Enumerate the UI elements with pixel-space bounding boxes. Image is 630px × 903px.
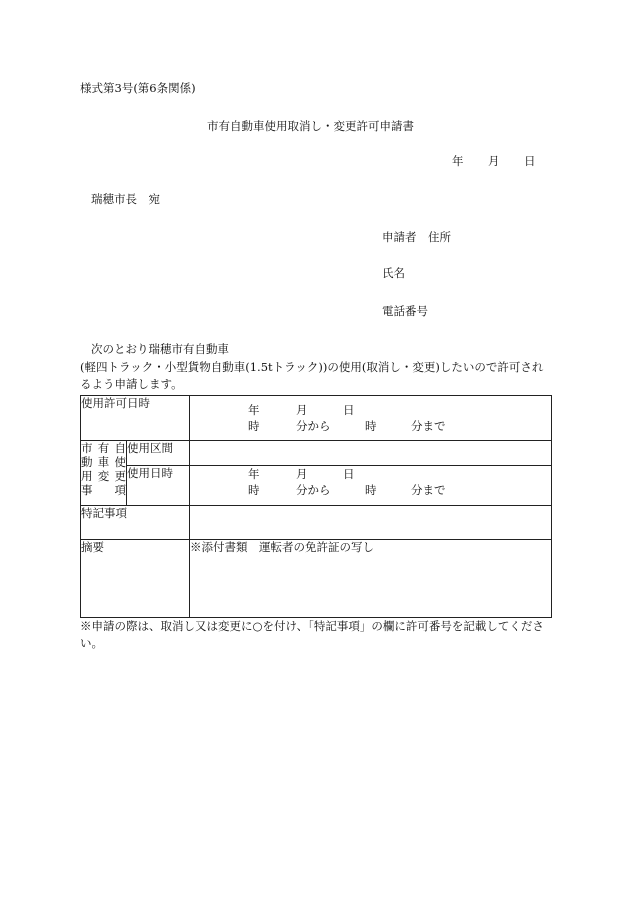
category-label: 市有自動車使用変更事項 [81, 441, 127, 506]
footnote: ※申請の際は、取消し又は変更に○を付け、「特記事項」の欄に許可番号を記載してください。 [80, 619, 544, 650]
document-title: 市有自動車使用取消し・変更許可申請書 [207, 119, 414, 133]
applicant-name-label: 氏名 [382, 266, 405, 280]
summary-label: 摘要 [81, 540, 190, 618]
date-day: 日 [524, 154, 536, 168]
special-label: 特記事項 [81, 506, 190, 540]
permit-month: 月 [296, 403, 308, 417]
permit-datetime-value [190, 396, 552, 441]
applicant-phone-label: 電話番号 [382, 304, 428, 318]
use-min-from: 分から [296, 483, 331, 497]
summary-value: ※添付書類 運転者の免許証の写し [190, 540, 552, 618]
use-year: 年 [248, 467, 260, 481]
applicant-label: 申請者 [382, 230, 417, 244]
summary-row [81, 540, 552, 618]
permit-year: 年 [248, 403, 260, 417]
special-value [190, 506, 552, 540]
body-line-1: 次のとおり瑞穂市有自動車 [91, 342, 229, 356]
applicant-address-label: 住所 [428, 230, 451, 244]
use-min-until: 分まで [411, 483, 446, 497]
use-datetime-row [81, 466, 552, 506]
body-line-2: (軽四トラック・小型貨物自動車(1.5tトラック))の使用(取消し・変更)したいので許可されるよう申請します。 [80, 360, 544, 391]
section-label: 使用区間 [127, 441, 190, 466]
application-table [80, 395, 552, 618]
permit-min-until: 分まで [411, 419, 446, 433]
use-datetime-label: 使用日時 [127, 466, 190, 506]
permit-datetime-label: 使用許可日時 [81, 396, 190, 441]
use-hour-end: 時 [365, 483, 377, 497]
permit-day: 日 [343, 403, 355, 417]
section-row [81, 441, 552, 466]
use-day: 日 [343, 467, 355, 481]
section-value [190, 441, 552, 466]
date-year: 年 [452, 154, 464, 168]
permit-datetime-row [81, 396, 552, 441]
date-month: 月 [488, 154, 500, 168]
addressee: 瑞穂市長 宛 [91, 192, 160, 206]
use-datetime-value [190, 466, 552, 506]
special-row [81, 506, 552, 540]
form-number: 様式第3号(第6条関係) [80, 81, 196, 95]
permit-hour: 時 [248, 419, 260, 433]
use-hour: 時 [248, 483, 260, 497]
use-month: 月 [296, 467, 308, 481]
permit-min-from: 分から [296, 419, 331, 433]
permit-hour-end: 時 [365, 419, 377, 433]
